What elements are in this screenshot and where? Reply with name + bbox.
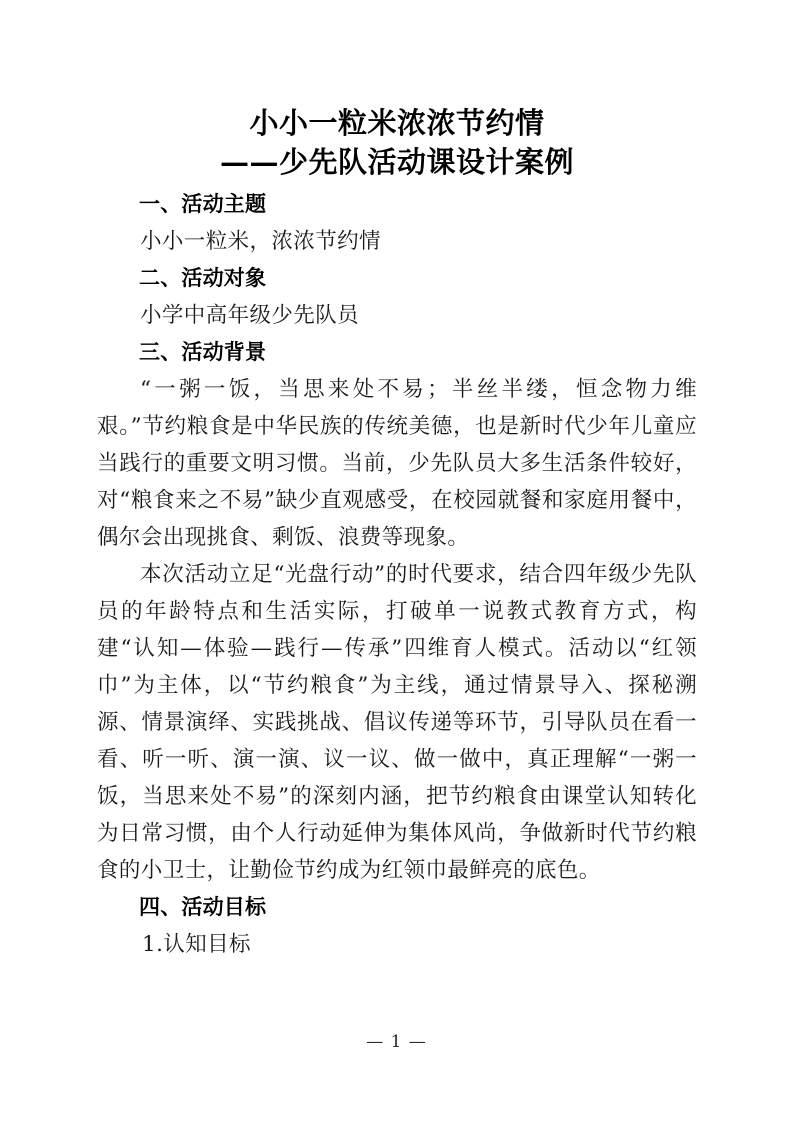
section-heading-2: 二、活动对象	[139, 267, 267, 290]
title-line-2: ——少先队活动课设计案例	[219, 145, 574, 179]
section-heading-3: 三、活动背景	[139, 341, 267, 364]
section-4-line-1: 1.认知目标	[142, 932, 251, 957]
section-1-line-1: 小小一粒米，浓浓节约情	[140, 229, 381, 254]
section-2-line-1: 小学中高年级少先队员	[140, 303, 360, 328]
page-title	[97, 0, 697, 182]
section-3-paragraph-2: 本次活动立足“光盘行动”的时代要求，结合四年级少先队员的年龄特点和生活实际，打破单一说教式教育方式，构建“认知—体验—践行—传承”四维育人模式。活动以“红领巾”为主体，以“节约粮食”为主线，通过情景导入、探秘溯源、情景演绎、实践挑战、倡议传递等环节，引导队员在看一看、听一听、演一演、议一议、做一做中，真正理解“一粥一饭，当思来处不易”的深刻内涵，把节约粮食由课堂认知转化为日常习惯，由个人行动延伸为集体风尚，争做新时代节约粮食的小卫士，让勤俭节约成为红领巾最鲜亮的底色。	[97, 562, 697, 883]
section-heading-4: 四、活动目标	[139, 896, 267, 919]
title-line-1: 小小一粒米浓浓节约情	[249, 106, 545, 140]
section-3-paragraph-1: “一粥一饭，当思来处不易；半丝半缕，恒念物力维艰。”节约粮食是中华民族的传统美德，也是新时代少年儿童应当践行的重要文明习惯。当前，少先队员大多生活条件较好，对“粮食来之不易”缺少直观感受，在校园就餐和家庭用餐中，偶尔会出现挑食、剩饭、浪费等现象。	[97, 377, 697, 550]
section-heading-1: 一、活动主题	[139, 193, 267, 216]
document-content	[97, 0, 697, 963]
page-number-footer: — 1 —	[366, 1032, 427, 1052]
